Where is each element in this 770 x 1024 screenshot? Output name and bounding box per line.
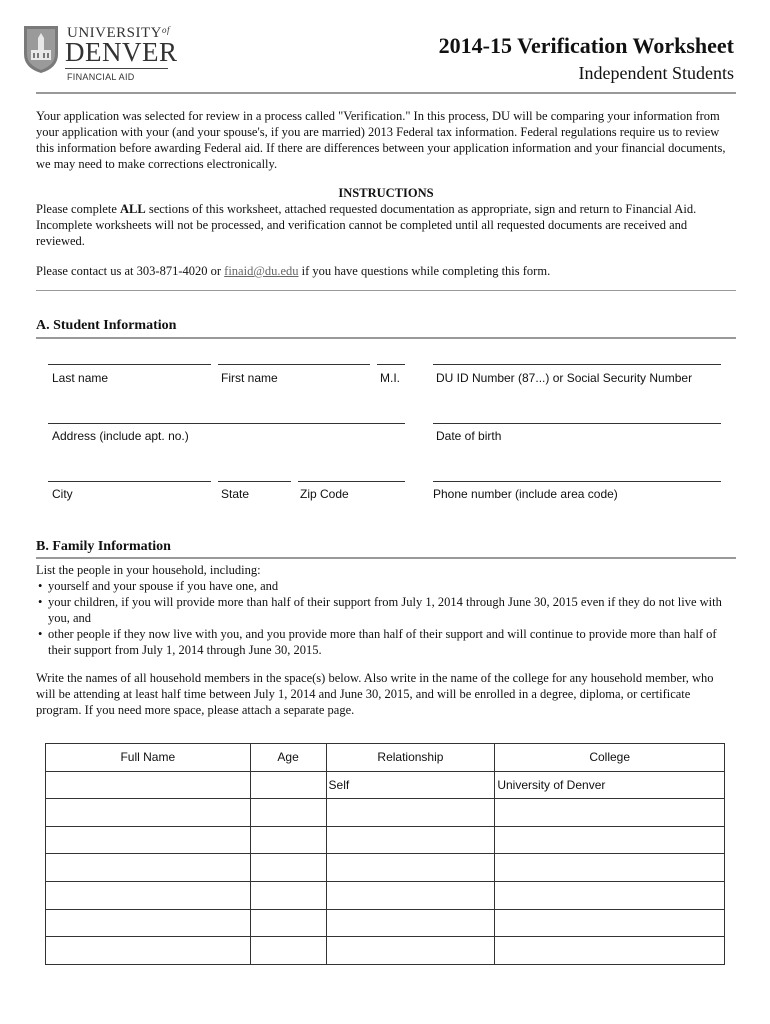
cell-age[interactable] (250, 854, 326, 882)
contact-paragraph: Please contact us at 303-871-4020 or finaid@du.edu if you have questions while completing this form. (36, 264, 551, 278)
household-bullet: • your children, if you will provide more than half of their support from July 1, 2014 through June 30, 2015 even if they do not live with you, and (36, 594, 736, 626)
phone-label: Phone number (include area code) (433, 487, 618, 501)
city-field[interactable] (48, 481, 211, 482)
cell-age[interactable] (250, 771, 326, 799)
first-name-label: First name (221, 371, 278, 385)
contact-divider (36, 290, 736, 291)
du-id-label: DU ID Number (87...) or Social Security Number (436, 371, 693, 385)
col-header-age: Age (250, 744, 326, 772)
cell-full-name[interactable] (46, 826, 251, 854)
cell-relationship[interactable] (326, 909, 495, 937)
household-list (36, 562, 736, 658)
cell-full-name[interactable] (46, 854, 251, 882)
section-a-divider (36, 337, 736, 339)
last-name-label: Last name (52, 371, 109, 385)
last-name-field[interactable] (48, 364, 211, 365)
cell-full-name[interactable] (46, 881, 251, 909)
cell-age[interactable] (250, 937, 326, 965)
household-table (45, 743, 725, 965)
page-subtitle: Independent Students (578, 63, 734, 83)
first-name-field[interactable] (218, 364, 370, 365)
du-id-field[interactable] (433, 364, 721, 365)
cell-relationship[interactable] (326, 799, 495, 827)
mi-field[interactable] (377, 364, 405, 365)
instructions-heading: INSTRUCTIONS (338, 186, 434, 200)
cell-relationship[interactable] (326, 937, 495, 965)
table-row (46, 909, 725, 937)
cell-relationship[interactable] (326, 881, 495, 909)
table-row (46, 826, 725, 854)
table-header-row (46, 744, 725, 772)
cell-college[interactable] (495, 799, 725, 827)
zip-field[interactable] (298, 481, 405, 482)
logo-divider (65, 68, 168, 69)
table-row (46, 799, 725, 827)
building-emblem-icon (22, 24, 60, 74)
logo-denver-text: DENVER (65, 37, 178, 67)
cell-relationship[interactable] (326, 826, 495, 854)
cell-age[interactable] (250, 826, 326, 854)
table-row (46, 937, 725, 965)
table-row (46, 854, 725, 882)
cell-college[interactable] (495, 854, 725, 882)
logo-financial-aid-text: FINANCIAL AID (67, 72, 135, 82)
section-a-title: A. Student Information (36, 318, 177, 333)
household-bullet: • yourself and your spouse if you have one, and (36, 578, 736, 594)
intro-paragraph: Your application was selected for review in a process called "Verification." In this process, DU will be comparing your information from your application with your (and your spouse's, if you are married) 2013 Federal tax information. Federal regulations require us to review this information before awarding Federal aid. If there are differences between your application information and your financial documents, we may need to make corrections electronically. (36, 109, 726, 171)
instructions-paragraph: Please complete ALL sections of this worksheet, attached requested documentation as appropriate, sign and return to Financial Aid. Incomplete worksheets will not be processed, and verification cannot be completed until all requested documents are received and reviewed. (36, 202, 697, 248)
household-bullet: • other people if they now live with you, and you provide more than half of their support and will continue to provide more than half of their support from July 1, 2014 through June 30, 2015. (36, 626, 736, 658)
address-label: Address (include apt. no.) (52, 429, 189, 443)
address-field[interactable] (48, 423, 405, 424)
col-header-college: College (495, 744, 725, 772)
col-header-full-name: Full Name (46, 744, 251, 772)
cell-college[interactable]: University of Denver (495, 771, 725, 799)
cell-age[interactable] (250, 799, 326, 827)
cell-full-name[interactable] (46, 771, 251, 799)
household-list-intro: List the people in your household, including: (36, 563, 261, 577)
write-names-paragraph: Write the names of all household members in the space(s) below. Also write in the name of the college for any household member, who will be attending at least half time between July 1, 2014 and June 30, 2015, and will be enrolled in a degree, diploma, or certificate program. If you need more space, please attach a separate page. (36, 671, 714, 717)
header-divider (36, 92, 736, 94)
section-b-divider (36, 557, 736, 559)
cell-age[interactable] (250, 909, 326, 937)
dob-label: Date of birth (436, 429, 502, 443)
city-label: City (52, 487, 73, 501)
table-row (46, 881, 725, 909)
cell-relationship[interactable] (326, 854, 495, 882)
state-field[interactable] (218, 481, 291, 482)
du-logo (22, 22, 178, 82)
col-header-relationship: Relationship (326, 744, 495, 772)
dob-field[interactable] (433, 423, 721, 424)
cell-college[interactable] (495, 909, 725, 937)
cell-full-name[interactable] (46, 937, 251, 965)
email-link[interactable]: finaid@du.edu (224, 264, 299, 278)
cell-college[interactable] (495, 937, 725, 965)
mi-label: M.I. (380, 371, 400, 385)
cell-age[interactable] (250, 881, 326, 909)
page-title: 2014-15 Verification Worksheet (438, 33, 734, 58)
cell-relationship[interactable]: Self (326, 771, 495, 799)
logo-university-text: $UNIVERSITY^{of}$ (67, 25, 171, 41)
cell-full-name[interactable] (46, 799, 251, 827)
phone-field[interactable] (433, 481, 721, 482)
table-row (46, 771, 725, 799)
cell-college[interactable] (495, 826, 725, 854)
section-b-title: B. Family Information (36, 539, 171, 554)
cell-full-name[interactable] (46, 909, 251, 937)
cell-college[interactable] (495, 881, 725, 909)
state-label: State (221, 487, 250, 501)
zip-label: Zip Code (300, 487, 349, 501)
